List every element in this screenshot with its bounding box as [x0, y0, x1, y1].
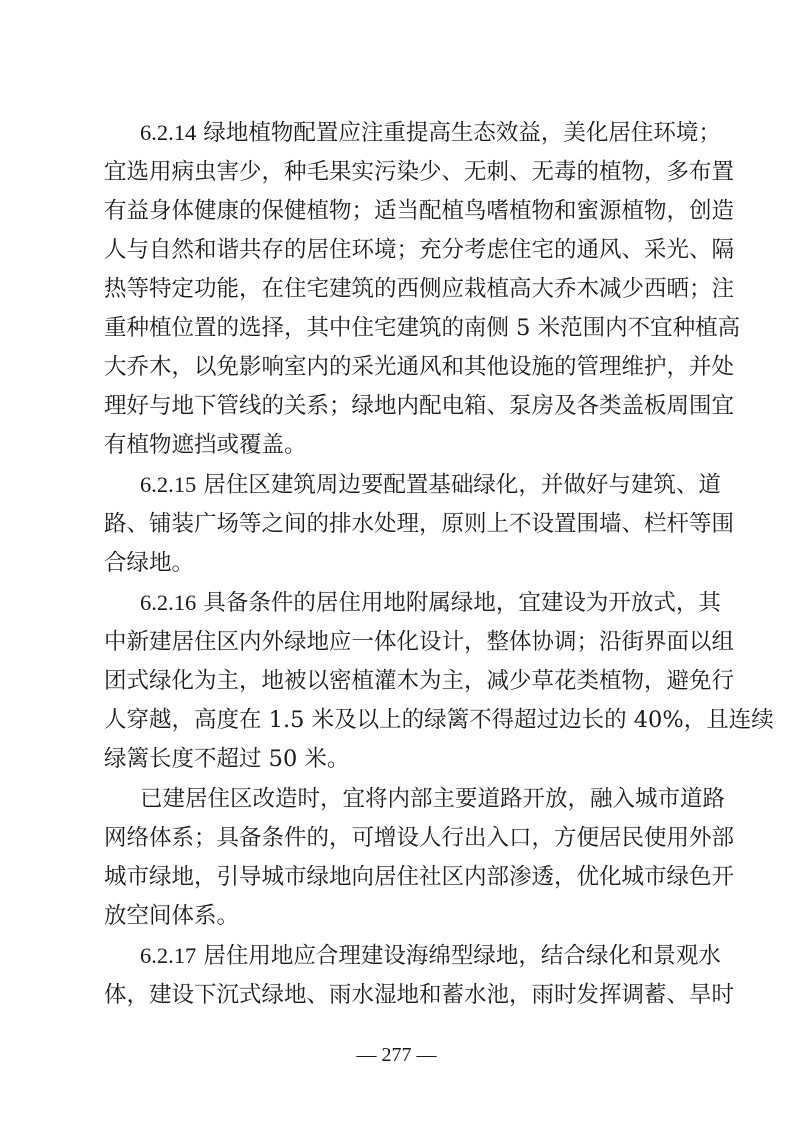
paragraph-line-last: 放空间体系。 [104, 903, 240, 929]
paragraph-line: 路、铺装广场等之间的排水处理，原则上不设置围墙、栏杆等围 [104, 511, 735, 537]
paragraph-line: 体，建设下沉式绿地、雨水湿地和蓄水池，雨时发挥调蓄、旱时 [104, 982, 735, 1008]
paragraph-line: 重种植位置的选择，其中住宅建筑的南侧 5 米范围内不宜种植高 [104, 315, 741, 341]
paragraph-line: 有益身体健康的保健植物；适当配植鸟嗜植物和蜜源植物，创造 [104, 198, 735, 224]
paragraph-line: 中新建居住区内外绿地应一体化设计，整体协调；沿街界面以组 [104, 629, 735, 655]
paragraph-line: 人穿越，高度在 1.5 米及以上的绿篱不得超过边长的 40%，且连续 [104, 707, 774, 733]
clause-number: 6.2.17 [140, 943, 197, 968]
paragraph-line: 网络体系；具备条件的，可增设人行出入口，方便居民使用外部 [104, 825, 735, 851]
paragraph-6-2-16-line-1: 6.2.16 具备条件的居住用地附属绿地，宜建设为开放式，其 [140, 590, 721, 616]
page-number: — 277 — [356, 1044, 437, 1066]
paragraph-line: 理好与地下管线的关系；绿地内配电箱、泵房及各类盖板周围宜 [104, 393, 735, 419]
paragraph-6-2-17-line-1: 6.2.17 居住用地应合理建设海绵型绿地，结合绿化和景观水 [140, 943, 721, 969]
paragraph-line-last: 合绿地。 [104, 550, 195, 576]
clause-number: 6.2.14 [140, 120, 197, 145]
paragraph-6-2-15-line-1: 6.2.15 居住区建筑周边要配置基础绿化，并做好与建筑、道 [140, 472, 721, 498]
paragraph-line: 热等特定功能，在住宅建筑的西侧应栽植高大乔木减少西晒；注 [104, 276, 735, 302]
paragraph-line-last: 有植物遮挡或覆盖。 [104, 432, 307, 458]
paragraph-line: 城市绿地，引导城市绿地向居住社区内部渗透，优化城市绿色开 [104, 864, 735, 890]
paragraph-6-2-14-line-1: 6.2.14 绿地植物配置应注重提高生态效益，美化居住环境； [140, 120, 721, 146]
paragraph-line: 大乔木，以免影响室内的采光通风和其他设施的管理维护，并处 [104, 354, 735, 380]
clause-number: 6.2.16 [140, 590, 197, 615]
paragraph-line: 宜选用病虫害少，种毛果实污染少、无刺、无毒的植物，多布置 [104, 159, 735, 185]
clause-number: 6.2.15 [140, 472, 197, 497]
paragraph-line: 已建居住区改造时，宜将内部主要道路开放，融入城市道路 [140, 786, 726, 812]
paragraph-line-last: 绿篱长度不超过 50 米。 [104, 746, 350, 772]
paragraph-line: 人与自然和谐共存的居住环境；充分考虑住宅的通风、采光、隔 [104, 237, 735, 263]
paragraph-line: 团式绿化为主，地被以密植灌木为主，减少草花类植物，避免行 [104, 668, 735, 694]
